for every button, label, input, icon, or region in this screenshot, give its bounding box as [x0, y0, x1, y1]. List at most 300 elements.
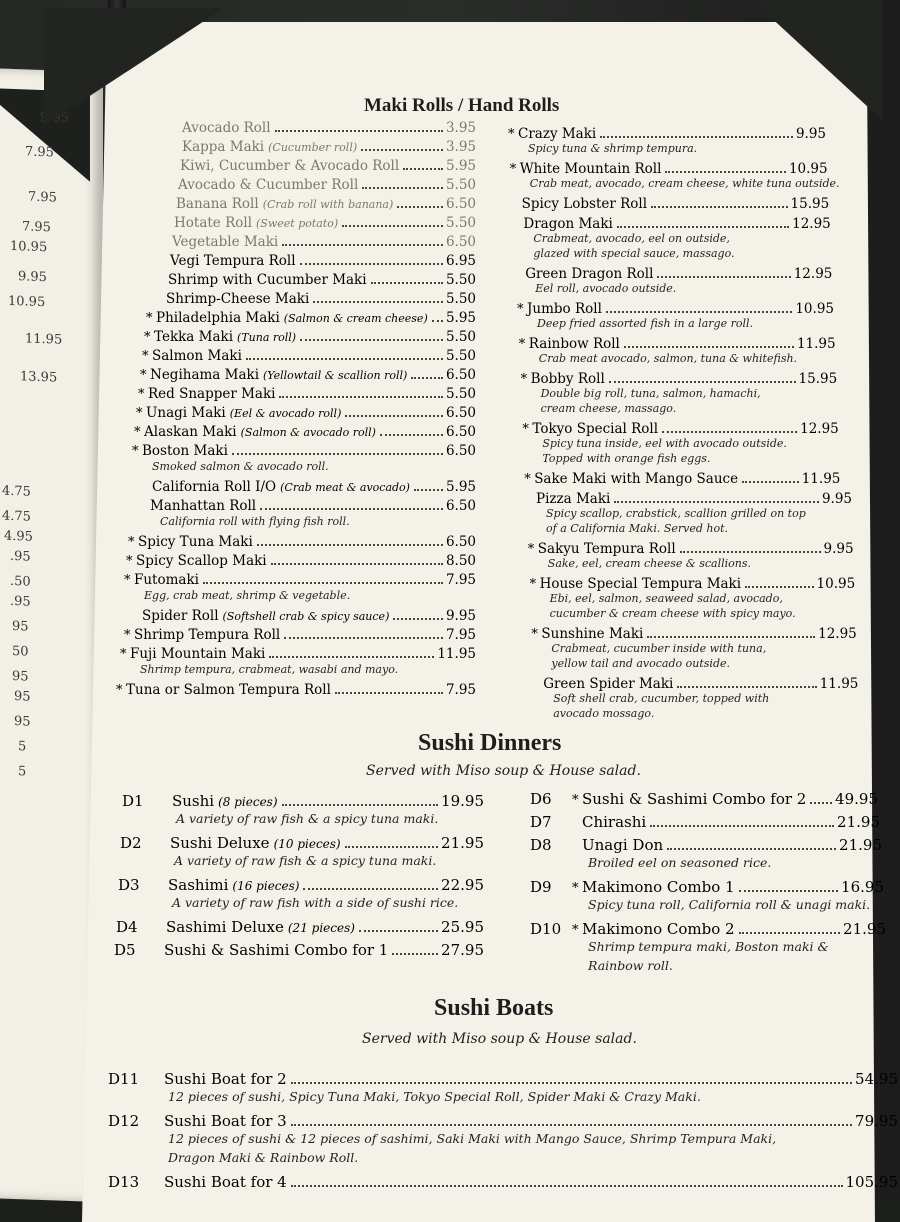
boats-subtitle: Served with Miso soup & House salad. — [362, 1031, 637, 1047]
item-description: Spicy tuna inside, eel with avocado outside. — [542, 437, 787, 450]
item-price: 5.50 — [445, 348, 476, 364]
previous-page-price: 13.95 — [20, 369, 58, 386]
menu-item — [124, 572, 476, 588]
item-note: (Crab roll with banana) — [262, 198, 394, 211]
item-code: D7 — [530, 813, 552, 831]
item-name: Vegetable Maki — [172, 234, 279, 250]
previous-page-price: 9.95 — [18, 269, 47, 286]
spicy-raw-marker: * — [124, 573, 131, 588]
item-name: Alaskan Maki — [144, 424, 237, 440]
item-name: Negihama Maki — [150, 367, 260, 383]
item-name: Futomaki — [134, 572, 199, 588]
item-price: 9.95 — [445, 608, 476, 624]
boats-section-title: Sushi Boats — [434, 995, 554, 1021]
item-name: Red Snapper Maki — [148, 386, 276, 402]
item-price: 21.95 — [843, 920, 886, 938]
menu-item — [530, 920, 886, 938]
dot-leader — [345, 845, 438, 848]
item-price: 12.95 — [793, 266, 833, 282]
menu-item — [530, 790, 878, 808]
spicy-raw-marker: * — [517, 302, 524, 317]
item-description: Crabmeat, avocado, eel on outside, — [533, 232, 730, 245]
item-name: Sake Maki with Mango Sauce — [534, 471, 739, 487]
previous-page-price: 4.75 — [2, 508, 31, 525]
item-price: 3.95 — [445, 120, 476, 136]
menu-item — [160, 253, 476, 269]
item-price: 11.95 — [801, 471, 841, 487]
item-price: 5.50 — [445, 329, 476, 345]
item-price: 10.95 — [816, 576, 856, 592]
item-name: Sushi & Sashimi Combo for 1 — [164, 941, 389, 959]
item-price: 19.95 — [441, 792, 484, 810]
menu-item — [120, 646, 476, 662]
menu-item — [166, 196, 476, 212]
spicy-raw-marker: * — [124, 628, 131, 643]
spicy-raw-marker: * — [136, 406, 143, 421]
menu-item — [132, 443, 476, 459]
item-price: 6.50 — [445, 498, 476, 514]
item-description: A variety of raw fish & a spicy tuna maki. — [174, 853, 437, 868]
menu-item — [513, 216, 830, 232]
item-price: 6.50 — [445, 424, 476, 440]
item-description: Crab meat avocado, salmon, tuna & whitefish. — [538, 352, 798, 365]
item-name: Tokyo Special Roll — [532, 421, 659, 437]
menu-item — [528, 541, 854, 557]
item-price: 25.95 — [441, 918, 484, 936]
menu-item — [508, 126, 826, 142]
dot-leader — [739, 931, 840, 934]
previous-page-price: 4.95 — [4, 528, 33, 545]
item-price: 105.95 — [845, 1173, 898, 1191]
item-name: Fuji Mountain Maki — [130, 646, 266, 662]
item-description: cream cheese, massago. — [540, 402, 677, 415]
item-code: D5 — [114, 941, 136, 959]
spicy-raw-marker: * — [529, 577, 537, 592]
spicy-raw-marker: * — [518, 337, 526, 352]
dot-leader — [742, 480, 799, 483]
item-price: 5.95 — [445, 158, 476, 174]
item-code: D3 — [118, 876, 140, 894]
dot-leader — [269, 655, 434, 658]
item-name: Rainbow Roll — [528, 336, 620, 352]
item-price: 6.50 — [445, 196, 476, 212]
maki-section-title: Maki Rolls / Hand Rolls — [364, 95, 560, 116]
item-description: Broiled eel on seasoned rice. — [588, 855, 772, 870]
item-price: 6.50 — [445, 405, 476, 421]
item-name: Vegi Tempura Roll — [170, 253, 296, 269]
item-description: A variety of raw fish & a spicy tuna maki. — [176, 811, 439, 826]
spicy-raw-marker: * — [572, 923, 579, 938]
item-name: Kappa Maki — [182, 139, 265, 155]
item-price: 15.95 — [798, 371, 838, 387]
item-name: Sashimi Deluxe — [166, 918, 284, 936]
item-name: California Roll I/O — [152, 479, 277, 495]
menu-item — [156, 291, 476, 307]
item-description: Crab meat, avocado, cream cheese, white tuna outside. — [529, 177, 840, 190]
menu-item — [108, 1112, 898, 1130]
dot-leader — [279, 395, 442, 398]
item-name: Sushi Boat for 3 — [164, 1112, 287, 1130]
item-price: 9.95 — [823, 541, 854, 557]
item-name: Makimono Combo 2 — [582, 920, 735, 938]
item-price: 12.95 — [792, 216, 831, 232]
item-name: Unagi Maki — [146, 405, 226, 421]
item-price: 11.95 — [437, 646, 476, 662]
spicy-raw-marker: * — [126, 554, 133, 569]
dinners-subtitle: Served with Miso soup & House salad. — [366, 763, 641, 779]
item-price: 6.95 — [445, 253, 476, 269]
spicy-raw-marker: * — [132, 444, 139, 459]
menu-item — [530, 576, 856, 592]
item-price: 5.50 — [445, 177, 476, 193]
item-note: (Eel & avocado roll) — [229, 407, 342, 420]
item-price: 9.95 — [795, 126, 826, 142]
previous-page-price: 95 — [12, 668, 29, 685]
item-price: 6.50 — [445, 234, 476, 250]
item-name: Makimono Combo 1 — [582, 878, 735, 896]
item-code: D6 — [530, 790, 552, 808]
dot-leader — [667, 847, 836, 850]
menu-item — [128, 534, 476, 550]
item-description: Eel roll, avocado outside. — [535, 282, 677, 295]
item-name: Salmon Maki — [152, 348, 242, 364]
menu-item — [533, 676, 858, 692]
item-description: Soft shell crab, cucumber, topped with — [553, 692, 770, 705]
item-description: 12 pieces of sushi, Spicy Tuna Maki, Tokyo Special Roll, Spider Maki & Crazy Maki. — [168, 1089, 701, 1104]
item-name: Unagi Don — [582, 836, 664, 854]
item-note: (Salmon & avocado roll) — [240, 426, 376, 439]
item-price: 11.95 — [819, 676, 859, 692]
menu-item — [124, 627, 476, 643]
menu-item — [134, 424, 476, 440]
item-description: Spicy tuna roll, California roll & unagi maki. — [588, 897, 871, 912]
menu-item — [162, 234, 476, 250]
spicy-raw-marker: * — [531, 627, 538, 642]
item-name: Avocado & Cucumber Roll — [178, 177, 359, 193]
menu-item — [164, 215, 476, 231]
menu-item — [158, 272, 476, 288]
dot-leader — [617, 225, 789, 228]
dot-leader — [810, 801, 832, 804]
previous-page-price: 5 — [18, 739, 27, 755]
item-description: California roll with flying fish roll. — [160, 515, 350, 528]
item-description: 12 pieces of sushi & 12 pieces of sashimi, Saki Maki with Mango Sauce, Shrimp Tempura Maki, — [168, 1131, 777, 1146]
item-description: Sake, eel, cream cheese & scallions. — [547, 557, 751, 570]
dot-leader — [284, 636, 443, 639]
dot-leader — [345, 414, 443, 417]
item-code: D10 — [530, 920, 562, 938]
dot-leader — [282, 803, 439, 806]
dot-leader — [291, 1123, 852, 1126]
menu-item — [136, 405, 476, 421]
dot-leader — [647, 635, 815, 638]
item-code: D13 — [108, 1173, 140, 1191]
dot-leader — [606, 310, 792, 313]
item-price: 5.50 — [445, 272, 476, 288]
item-name: Crazy Maki — [518, 126, 597, 142]
spicy-raw-marker: * — [527, 542, 535, 557]
item-price: 27.95 — [441, 941, 484, 959]
menu-item — [526, 491, 852, 507]
item-note: (16 pieces) — [232, 879, 300, 893]
dot-leader — [414, 488, 443, 491]
item-code: D11 — [108, 1070, 140, 1088]
item-description: Shrimp tempura, crabmeat, wasabi and mayo. — [140, 663, 399, 676]
dot-leader — [651, 205, 788, 208]
item-code: D8 — [530, 836, 552, 854]
item-name: Sushi Deluxe — [170, 834, 270, 852]
menu-item — [170, 158, 476, 174]
item-price: 6.50 — [445, 443, 476, 459]
item-description: Spicy scallop, crabstick, scallion grilled on top — [546, 507, 806, 520]
menu-item — [524, 471, 840, 487]
item-name: White Mountain Roll — [519, 161, 662, 177]
menu-item — [122, 792, 484, 810]
dot-leader — [600, 135, 793, 138]
previous-page-price: 7.95 — [25, 144, 54, 161]
previous-page-price: 5 — [18, 764, 27, 780]
item-note: (Sweet potato) — [256, 217, 339, 230]
item-name: Tekka Maki — [154, 329, 234, 345]
dot-leader — [411, 376, 443, 379]
item-price: 54.95 — [855, 1070, 898, 1088]
item-price: 7.95 — [445, 627, 476, 643]
previous-page-price: 95 — [12, 618, 29, 635]
item-name: Shrimp Tempura Roll — [134, 627, 281, 643]
item-description: Rainbow roll. — [588, 958, 673, 973]
item-price: 5.50 — [445, 386, 476, 402]
menu-item — [530, 878, 884, 896]
item-name: Dragon Maki — [523, 216, 613, 232]
dot-leader — [739, 889, 838, 892]
item-description: Ebi, eel, salmon, seaweed salad, avocado, — [549, 592, 783, 605]
item-code: D4 — [116, 918, 138, 936]
item-description: of a California Maki. Served hot. — [546, 522, 729, 535]
menu-item — [138, 386, 476, 402]
previous-page-price: 7.95 — [22, 219, 51, 236]
dot-leader — [335, 691, 443, 694]
item-code: D12 — [108, 1112, 140, 1130]
dot-leader — [291, 1184, 843, 1187]
previous-page-price: 50 — [12, 643, 29, 660]
item-code: D2 — [120, 834, 142, 852]
spicy-raw-marker: * — [572, 793, 579, 808]
item-note: (Crab meat & avocado) — [280, 481, 410, 494]
dot-leader — [392, 952, 438, 955]
dot-leader — [342, 224, 443, 227]
item-price: 6.50 — [445, 534, 476, 550]
item-name: Green Spider Maki — [543, 676, 674, 692]
menu-item — [172, 120, 476, 136]
item-note: (Yellowtail & scallion roll) — [263, 369, 408, 382]
item-name: Tuna or Salmon Tempura Roll — [126, 682, 331, 698]
item-code: D1 — [122, 792, 144, 810]
item-description: avocado mossago. — [553, 707, 655, 720]
menu-item — [132, 608, 476, 624]
menu-item — [519, 336, 836, 352]
spicy-raw-marker: * — [524, 472, 531, 487]
item-name: Shrimp-Cheese Maki — [166, 291, 310, 307]
dot-leader — [282, 243, 443, 246]
dot-leader — [403, 167, 443, 170]
previous-page-price: .95 — [10, 548, 31, 565]
item-name: Hotate Roll — [174, 215, 253, 231]
dot-leader — [313, 300, 443, 303]
spicy-raw-marker: * — [140, 368, 147, 383]
item-name: Pizza Maki — [536, 491, 611, 507]
dot-leader — [397, 205, 443, 208]
dot-leader — [680, 550, 821, 553]
item-price: 3.95 — [445, 139, 476, 155]
item-price: 10.95 — [788, 161, 828, 177]
previous-page-price: 95 — [14, 714, 31, 730]
item-price: 10.95 — [795, 301, 834, 317]
item-name: Sunshine Maki — [541, 626, 644, 642]
menu-item — [530, 813, 880, 831]
item-name: Spider Roll — [142, 608, 219, 624]
previous-page-price: .50 — [10, 573, 31, 590]
previous-page-price: 11.95 — [25, 331, 63, 348]
dot-leader — [393, 617, 443, 620]
menu-item — [512, 196, 830, 212]
menu-item — [142, 479, 476, 495]
dot-leader — [624, 345, 794, 348]
item-name: Avocado Roll — [182, 120, 271, 136]
previous-page-price: .95 — [10, 593, 31, 610]
menu-item — [530, 836, 882, 854]
dot-leader — [232, 452, 443, 455]
spicy-raw-marker: * — [138, 387, 145, 402]
item-name: Spicy Lobster Roll — [521, 196, 648, 212]
menu-item — [142, 348, 476, 364]
spicy-raw-marker: * — [120, 647, 127, 662]
item-name: Sushi — [172, 792, 215, 810]
dot-leader — [303, 887, 438, 890]
menu-item — [116, 682, 476, 698]
menu-item — [144, 329, 476, 345]
previous-page-price: 4.75 — [2, 483, 31, 500]
spicy-raw-marker: * — [116, 683, 123, 698]
dot-leader — [371, 281, 443, 284]
dot-leader — [275, 129, 443, 132]
item-code: D9 — [530, 878, 552, 896]
item-note: (Salmon & cream cheese) — [283, 312, 428, 325]
item-name: Kiwi, Cucumber & Avocado Roll — [180, 158, 400, 174]
spicy-raw-marker: * — [522, 422, 529, 437]
dot-leader — [650, 824, 834, 827]
item-description: Spicy tuna & shrimp tempura. — [528, 142, 698, 155]
item-description: cucumber & cream cheese with spicy mayo. — [549, 607, 796, 620]
previous-page-price: 7.95 — [28, 189, 57, 206]
menu-item — [126, 553, 476, 569]
dot-leader — [300, 262, 443, 265]
item-price: 12.95 — [818, 626, 857, 642]
menu-item — [116, 918, 484, 936]
dot-leader — [745, 585, 813, 588]
item-price: 21.95 — [839, 836, 882, 854]
item-price: 21.95 — [837, 813, 880, 831]
menu-item — [108, 1070, 898, 1088]
item-price: 7.95 — [445, 682, 476, 698]
dot-leader — [662, 430, 797, 433]
item-name: Spicy Scallop Maki — [136, 553, 267, 569]
menu-item — [522, 421, 838, 437]
previous-page-price: 9.95 — [40, 109, 69, 126]
item-price: 5.50 — [445, 291, 476, 307]
item-name: Shrimp with Cucumber Maki — [168, 272, 367, 288]
dot-leader — [380, 433, 443, 436]
dot-leader — [246, 357, 443, 360]
dinners-section-title: Sushi Dinners — [418, 730, 562, 756]
item-price: 12.95 — [800, 421, 839, 437]
dot-leader — [359, 929, 438, 932]
dot-leader — [677, 685, 816, 688]
item-note: (Cucumber roll) — [268, 141, 358, 154]
item-name: House Special Tempura Maki — [539, 576, 742, 592]
dot-leader — [609, 380, 796, 383]
spicy-raw-marker: * — [146, 311, 153, 326]
item-name: Green Dragon Roll — [525, 266, 654, 282]
dot-leader — [657, 275, 790, 278]
item-note: (21 pieces) — [287, 921, 355, 935]
item-price: 16.95 — [841, 878, 884, 896]
menu-item — [168, 177, 476, 193]
item-note: (Tuna roll) — [237, 331, 297, 344]
menu-item — [140, 367, 476, 383]
menu-item — [108, 1173, 898, 1191]
item-price: 8.50 — [445, 553, 476, 569]
menu-item — [515, 266, 832, 282]
item-note: (Softshell crab & spicy sauce) — [222, 610, 390, 623]
spicy-raw-marker: * — [509, 162, 517, 177]
item-description: Topped with orange fish eggs. — [542, 452, 711, 465]
dot-leader — [291, 1081, 852, 1084]
dot-leader — [203, 581, 443, 584]
item-price: 5.95 — [445, 479, 476, 495]
item-note: (8 pieces) — [218, 795, 278, 809]
dot-leader — [300, 338, 443, 341]
item-description: A variety of raw fish with a side of sushi rice. — [172, 895, 459, 910]
dot-leader — [260, 507, 443, 510]
item-description: Crabmeat, cucumber inside with tuna, — [551, 642, 767, 655]
previous-page-price: 10.95 — [8, 293, 46, 311]
item-name: Sashimi — [168, 876, 229, 894]
item-name: Sakyu Tempura Roll — [537, 541, 676, 557]
spicy-raw-marker: * — [134, 425, 141, 440]
menu-item — [521, 371, 838, 387]
item-description: Shrimp tempura maki, Boston maki & — [588, 939, 829, 954]
menu-item — [517, 301, 834, 317]
item-price: 5.50 — [445, 215, 476, 231]
menu-item — [146, 310, 476, 326]
item-name: Spicy Tuna Maki — [138, 534, 253, 550]
item-description: Dragon Maki & Rainbow Roll. — [168, 1150, 359, 1165]
item-name: Banana Roll — [176, 196, 259, 212]
dot-leader — [362, 186, 443, 189]
previous-page-price: 10.95 — [10, 238, 48, 256]
item-price: 6.50 — [445, 367, 476, 383]
menu-item — [118, 876, 484, 894]
item-price: 15.95 — [790, 196, 830, 212]
spicy-raw-marker: * — [520, 372, 528, 387]
item-name: Bobby Roll — [530, 371, 605, 387]
dot-leader — [665, 170, 786, 173]
item-name: Manhattan Roll — [150, 498, 257, 514]
item-description: Egg, crab meat, shrimp & vegetable. — [144, 589, 351, 602]
item-name: Sushi Boat for 4 — [164, 1173, 287, 1191]
item-name: Jumbo Roll — [527, 301, 602, 317]
item-description: Double big roll, tuna, salmon, hamachi, — [540, 387, 761, 400]
